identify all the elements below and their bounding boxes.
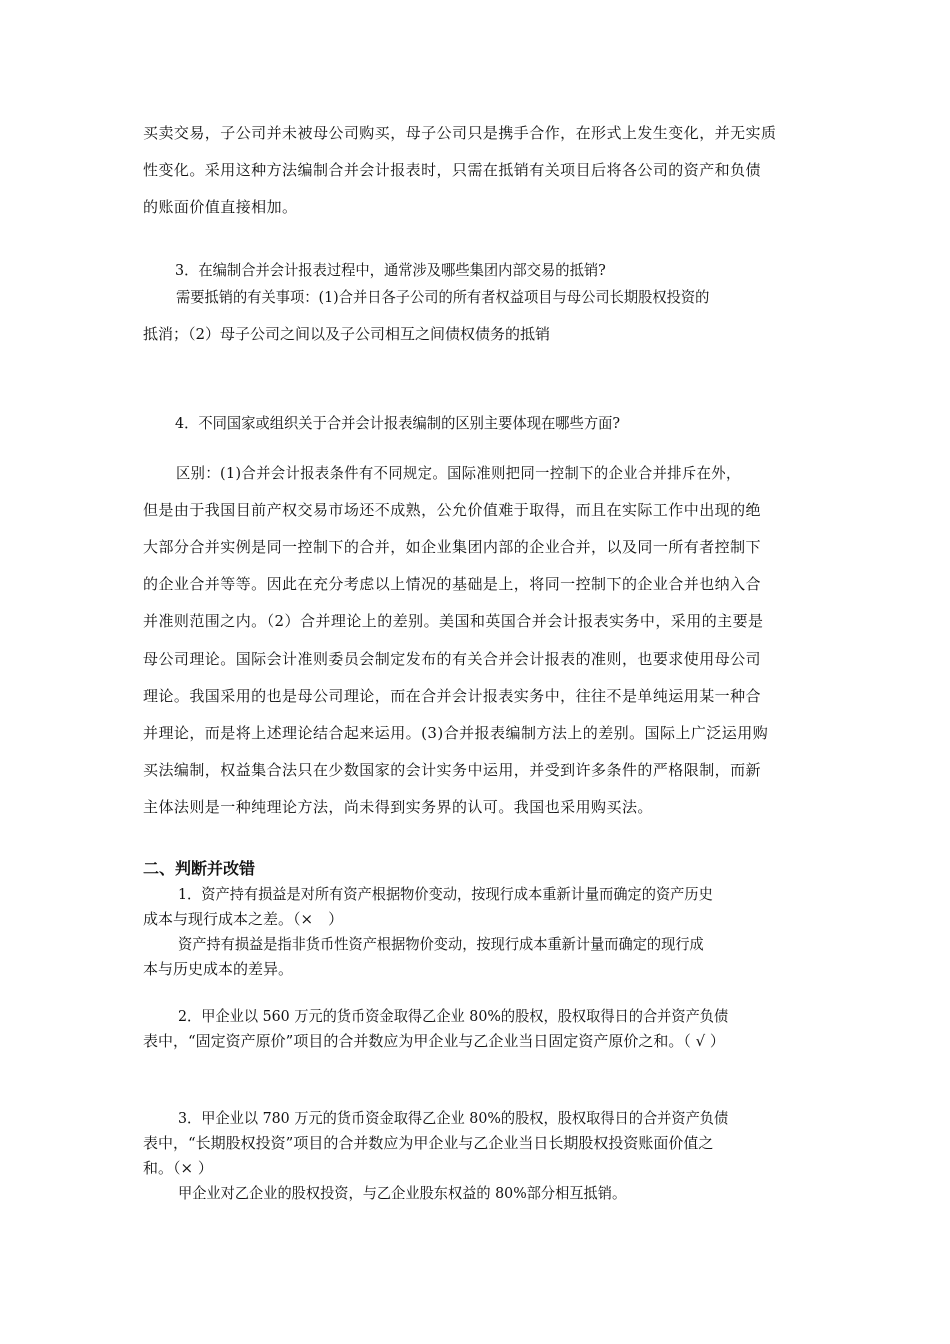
answer-4-line: 并理论，而是将上述理论结合起来运用。(3)合并报表编制方法上的差别。国际上广泛运用购 [143,724,769,742]
item-1-question-line: 成本与现行成本之差。（× ） [143,910,344,928]
answer-3-line: 抵消；（2）母子公司之间以及子公司相互之间债权债务的抵销 [143,325,551,343]
item-3-question-line: 和。（× ） [143,1159,213,1177]
item-3-question-line: 3．甲企业以 780 万元的货币资金取得乙企业 80%的股权，股权取得日的合并资产负债 [178,1109,729,1127]
answer-4-line: 大部分合并实例是同一控制下的合并，如企业集团内部的企业合并，以及同一所有者控制下 [143,538,762,556]
answer-3-line: 需要抵销的有关事项：(1)合并日各子公司的所有者权益项目与母公司长期股权投资的 [176,288,710,306]
paragraph-line: 性变化。采用这种方法编制合并会计报表时，只需在抵销有关项目后将各公司的资产和负债 [143,161,762,179]
paragraph-line: 买卖交易，子公司并未被母公司购买，母子公司只是携手合作，在形式上发生变化，并无实质 [143,124,777,142]
answer-4-line: 母公司理论。国际会计准则委员会制定发布的有关合并会计报表的准则，也要求使用母公司 [143,650,762,668]
answer-4-line: 区别：(1)合并会计报表条件有不同规定。国际准则把同一控制下的企业合并排斥在外， [176,464,741,482]
answer-4-line: 的企业合并等等。因此在充分考虑以上情况的基础是上，将同一控制下的企业合并也纳入合 [143,575,762,593]
item-2-question-line: 2．甲企业以 560 万元的货币资金取得乙企业 80%的股权，股权取得日的合并资产负债 [178,1007,729,1025]
item-1-question-line: 1．资产持有损益是对所有资产根据物价变动，按现行成本重新计量而确定的资产历史 [178,885,713,903]
item-3-correction-line: 甲企业对乙企业的股权投资，与乙企业股东权益的 80%部分相互抵销。 [178,1184,627,1202]
item-1-correction-line: 本与历史成本的差异。 [143,960,294,978]
question-3: 3．在编制合并会计报表过程中，通常涉及哪些集团内部交易的抵销? [175,261,606,279]
answer-4-line: 并准则范围之内。（2）合并理论上的差别。美国和英国合并会计报表实务中，采用的主要是 [143,612,764,630]
paragraph-line: 的账面价值直接相加。 [143,198,298,216]
item-1-correction-line: 资产持有损益是指非货币性资产根据物价变动，按现行成本重新计量而确定的现行成 [178,935,704,953]
answer-4-line: 理论。我国采用的也是母公司理论，而在合并会计报表实务中，往往不是单纯运用某一种合 [143,687,762,705]
answer-4-line: 买法编制，权益集合法只在少数国家的会计实务中运用，并受到许多条件的严格限制，而新 [143,761,762,779]
answer-4-line: 但是由于我国目前产权交易市场还不成熟，公允价值难于取得，而且在实际工作中出现的绝 [143,501,762,519]
question-4: 4．不同国家或组织关于合并会计报表编制的区别主要体现在哪些方面? [175,414,621,432]
section-heading: 二、判断并改错 [143,859,256,878]
item-2-question-line: 表中，“固定资产原价”项目的合并数应为甲企业与乙企业当日固定资产原价之和。（ √ ） [143,1032,725,1050]
item-3-question-line: 表中，“长期股权投资”项目的合并数应为甲企业与乙企业当日长期股权投资账面价值之 [143,1134,714,1152]
answer-4-line: 主体法则是一种纯理论方法，尚未得到实务界的认可。我国也采用购买法。 [143,798,653,816]
